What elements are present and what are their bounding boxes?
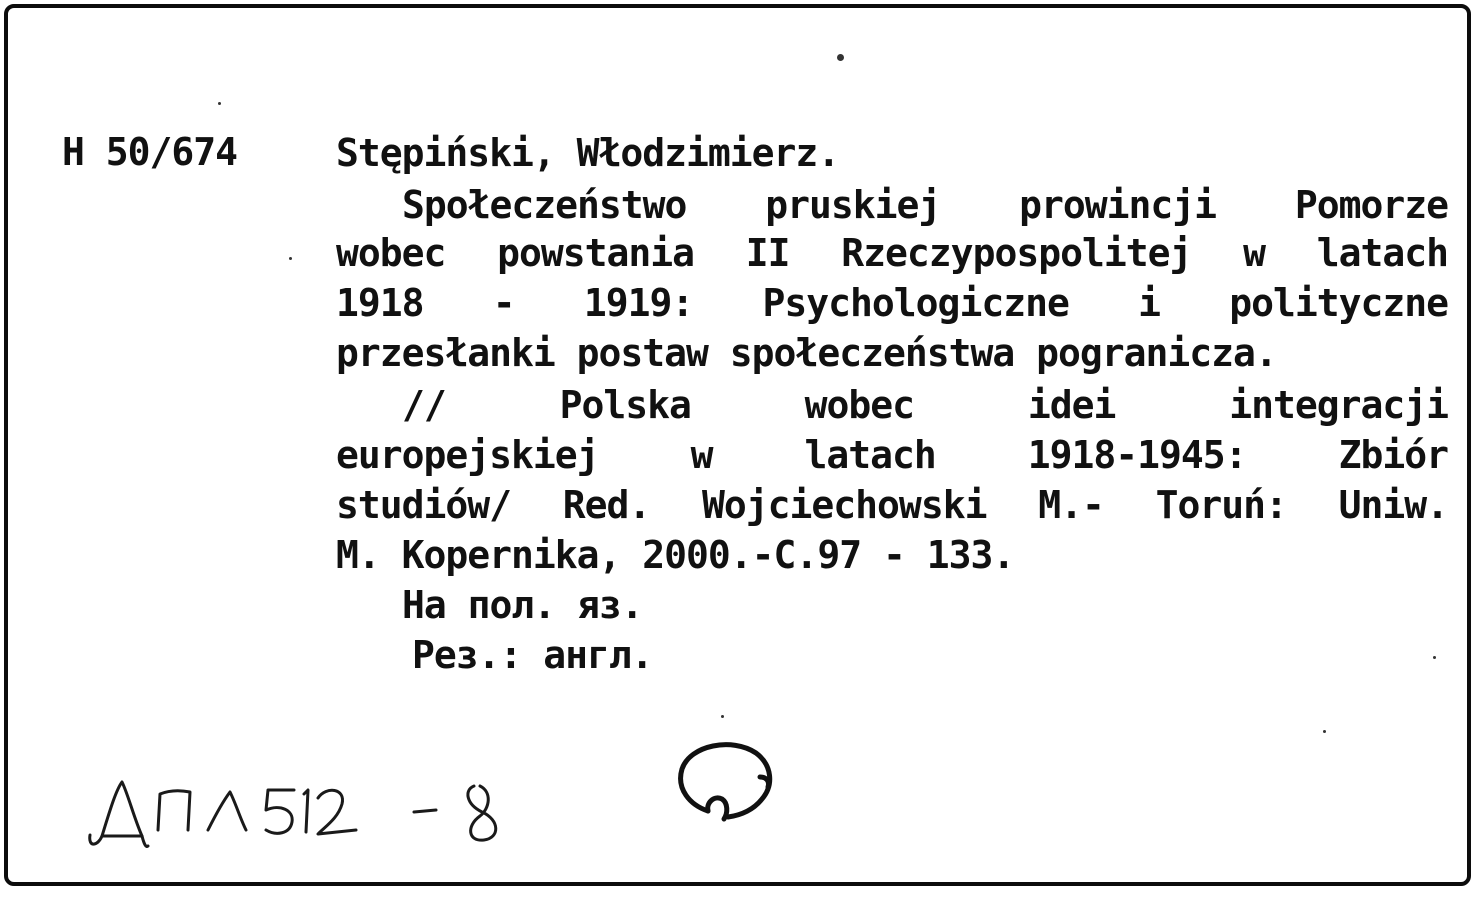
title-line-1: Społeczeństwo pruskiej prowincji Pomorze [402,183,1448,227]
source-line-1: // Polska wobec idei integracji [402,383,1448,427]
author-heading: Stępiński, Włodzimierz. [336,131,840,175]
scan-speck [1433,656,1436,659]
summary-note: Рез.: англ. [412,633,653,677]
punch-hole-mark [662,733,782,833]
call-number: H 50/674 [62,130,238,174]
title-line-2: wobec powstania II Rzeczypospolitej w latach [336,231,1448,275]
title-line-3: 1918 - 1919: Psychologiczne i polityczne [336,281,1448,325]
title-line-4: przesłanki postaw społeczeństwa pogranicza. [336,331,1277,375]
handwritten-shelfmark [80,760,520,860]
scan-speck [837,54,844,61]
source-line-2: europejskiej w latach 1918-1945: Zbiór [336,433,1448,477]
scan-speck [218,102,221,105]
source-line-3: studiów/ Red. Wojciechowski M.- Toruń: Uniw. [336,483,1448,527]
language-note: На пол. яз. [402,583,643,627]
scan-speck [721,715,724,718]
source-line-4: M. Kopernika, 2000.-С.97 - 133. [336,533,1015,577]
scan-speck [1323,730,1326,733]
scan-speck [289,257,292,260]
